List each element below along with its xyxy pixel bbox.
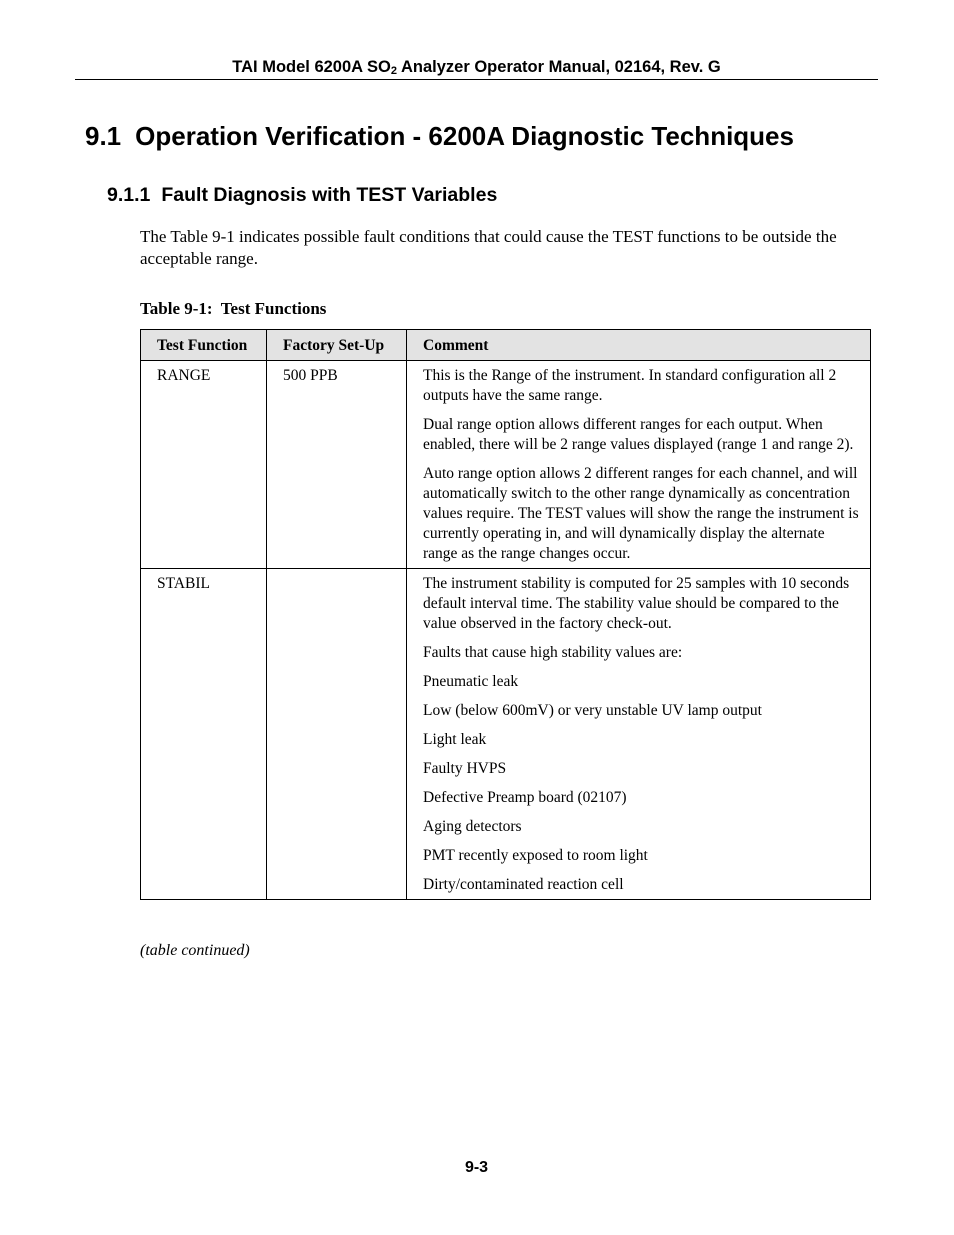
- header-title-pre: TAI Model 6200A SO: [232, 58, 391, 76]
- table-header-row: [141, 330, 871, 361]
- subsection-title: Fault Diagnosis with TEST Variables: [161, 184, 498, 206]
- cell-test-function: STABIL: [141, 569, 267, 900]
- column-header-comment: Comment: [407, 330, 871, 361]
- column-header-factory-setup: Factory Set-Up: [267, 330, 407, 361]
- table-row-range: [141, 361, 871, 569]
- section-number: 9.1: [85, 121, 122, 151]
- header-title-subscript: 2: [390, 65, 398, 77]
- subsection-heading: [107, 182, 497, 208]
- comment-paragraph: Dual range option allows different ranges for each output. When enabled, there will be 2 range values displayed (range 1 and range 2).: [423, 416, 854, 453]
- comment-paragraph: Auto range option allows 2 different ranges for each channel, and will automatically switch to the other range dynamically as concentration values require. The TEST values will show the range the instrument is currently operating in, and will dynamically display the alternate range as the range changes occur.: [423, 465, 859, 562]
- fault-list-item: Aging detectors: [423, 818, 522, 835]
- table-row-stabil: [141, 569, 871, 900]
- fault-list-item: Light leak: [423, 731, 487, 748]
- fault-list-item: Pneumatic leak: [423, 673, 519, 690]
- test-functions-table: [140, 329, 871, 900]
- test-functions-table-wrapper: [140, 329, 870, 900]
- table-caption: Table 9-1: Test Functions: [140, 299, 327, 318]
- cell-test-function: RANGE: [141, 361, 267, 569]
- section-title: Operation Verification - 6200A Diagnostic Techniques: [135, 121, 794, 151]
- comment-paragraph: The instrument stability is computed for 25 samples with 10 seconds default interval time. The stability value should be compared to the value observed in the factory check-out.: [423, 575, 850, 632]
- comment-paragraph: Faults that cause high stability values are:: [423, 644, 683, 661]
- cell-factory-setup: [267, 569, 407, 900]
- fault-list-item: Defective Preamp board (02107): [423, 789, 627, 806]
- intro-paragraph: The Table 9-1 indicates possible fault conditions that could cause the TEST functions to be outside the acceptable range.: [140, 227, 837, 268]
- subsection-number: 9.1.1: [107, 184, 151, 206]
- fault-list-item: Dirty/contaminated reaction cell: [423, 876, 624, 893]
- cell-comment: [407, 569, 871, 900]
- cell-comment: [407, 361, 871, 569]
- table-continued-note: (table continued): [140, 942, 250, 959]
- section-heading: [85, 119, 794, 153]
- fault-list-item: PMT recently exposed to room light: [423, 847, 648, 864]
- fault-list-item: Faulty HVPS: [423, 760, 507, 777]
- page-number: 9-3: [464, 1159, 489, 1176]
- column-header-test-function: Test Function: [141, 330, 267, 361]
- header-rule: [75, 79, 878, 80]
- comment-paragraph: This is the Range of the instrument. In standard configuration all 2 outputs have the same range.: [423, 367, 837, 404]
- cell-factory-setup: 500 PPB: [267, 361, 407, 569]
- page-header: [75, 57, 878, 77]
- fault-list-item: Low (below 600mV) or very unstable UV lamp output: [423, 702, 762, 719]
- header-title-post: Analyzer Operator Manual, 02164, Rev. G: [397, 58, 721, 76]
